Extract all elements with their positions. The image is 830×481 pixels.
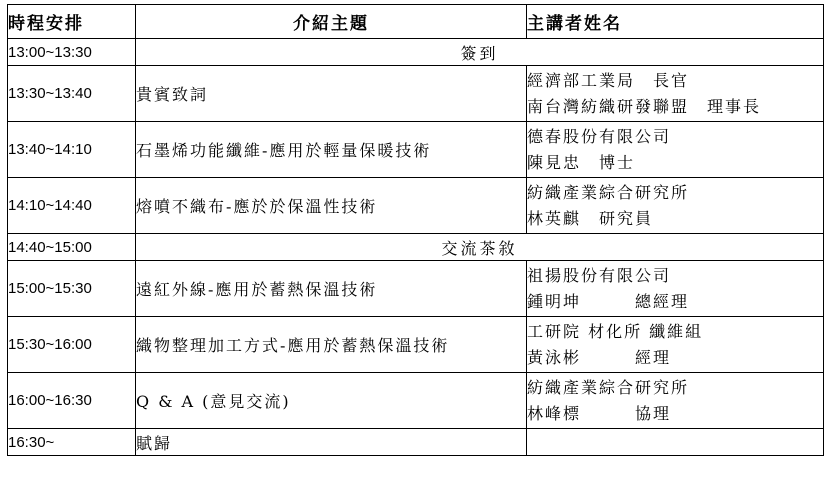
row-speaker bbox=[527, 317, 824, 373]
speaker-line: 德春股份有限公司 bbox=[527, 126, 672, 146]
row-time: 16:30~ bbox=[8, 429, 136, 456]
row-event: 交流茶敘 bbox=[136, 234, 824, 261]
row-topic: 賦歸 bbox=[136, 429, 527, 456]
table-row bbox=[8, 178, 824, 234]
table-row bbox=[8, 317, 824, 373]
row-time: 14:40~15:00 bbox=[8, 234, 136, 261]
row-topic: 遠紅外線-應用於蓄熱保溫技術 bbox=[136, 261, 527, 317]
speaker-line: 經濟部工業局 長官 bbox=[527, 70, 690, 90]
table-row bbox=[8, 234, 824, 261]
row-time: 15:30~16:00 bbox=[8, 317, 136, 373]
row-speaker bbox=[527, 261, 824, 317]
speaker-line: 林峰標 協理 bbox=[527, 403, 672, 423]
row-time: 14:10~14:40 bbox=[8, 178, 136, 234]
row-time: 15:00~15:30 bbox=[8, 261, 136, 317]
row-event: 簽到 bbox=[136, 39, 824, 66]
row-time: 16:00~16:30 bbox=[8, 373, 136, 429]
header-time: 時程安排 bbox=[8, 5, 136, 39]
header-speaker: 主講者姓名 bbox=[527, 5, 824, 39]
speaker-line: 祖揚股份有限公司 bbox=[527, 265, 672, 285]
speaker-line: 陳見忠 博士 bbox=[527, 152, 636, 172]
header-row bbox=[8, 5, 824, 39]
row-speaker bbox=[527, 373, 824, 429]
speaker-line: 紡織產業綜合研究所 bbox=[527, 377, 690, 397]
table-row bbox=[8, 66, 824, 122]
row-time: 13:30~13:40 bbox=[8, 66, 136, 122]
speaker-line: 林英麒 研究員 bbox=[527, 208, 654, 228]
header-topic: 介紹主題 bbox=[136, 5, 527, 39]
row-speaker bbox=[527, 122, 824, 178]
table-row bbox=[8, 39, 824, 66]
row-topic: 織物整理加工方式-應用於蓄熱保溫技術 bbox=[136, 317, 527, 373]
agenda-table bbox=[7, 4, 824, 456]
speaker-line: 紡織產業綜合研究所 bbox=[527, 182, 690, 202]
row-topic: 貴賓致詞 bbox=[136, 66, 527, 122]
table-row bbox=[8, 122, 824, 178]
row-speaker bbox=[527, 429, 824, 456]
row-time: 13:40~14:10 bbox=[8, 122, 136, 178]
speaker-line: 南台灣紡織研發聯盟 理事長 bbox=[527, 96, 762, 116]
row-speaker bbox=[527, 178, 824, 234]
row-topic: Q & A (意見交流) bbox=[136, 373, 527, 429]
row-topic: 石墨烯功能纖維-應用於輕量保暖技術 bbox=[136, 122, 527, 178]
table-row bbox=[8, 429, 824, 456]
speaker-line: 鍾明坤 總經理 bbox=[527, 291, 690, 311]
row-time: 13:00~13:30 bbox=[8, 39, 136, 66]
row-topic: 熔噴不織布-應於於保溫性技術 bbox=[136, 178, 527, 234]
speaker-line: 黃泳彬 經理 bbox=[527, 347, 672, 367]
speaker-line: 工研院 材化所 纖維組 bbox=[527, 321, 704, 341]
table-row bbox=[8, 261, 824, 317]
table-row bbox=[8, 373, 824, 429]
row-speaker bbox=[527, 66, 824, 122]
